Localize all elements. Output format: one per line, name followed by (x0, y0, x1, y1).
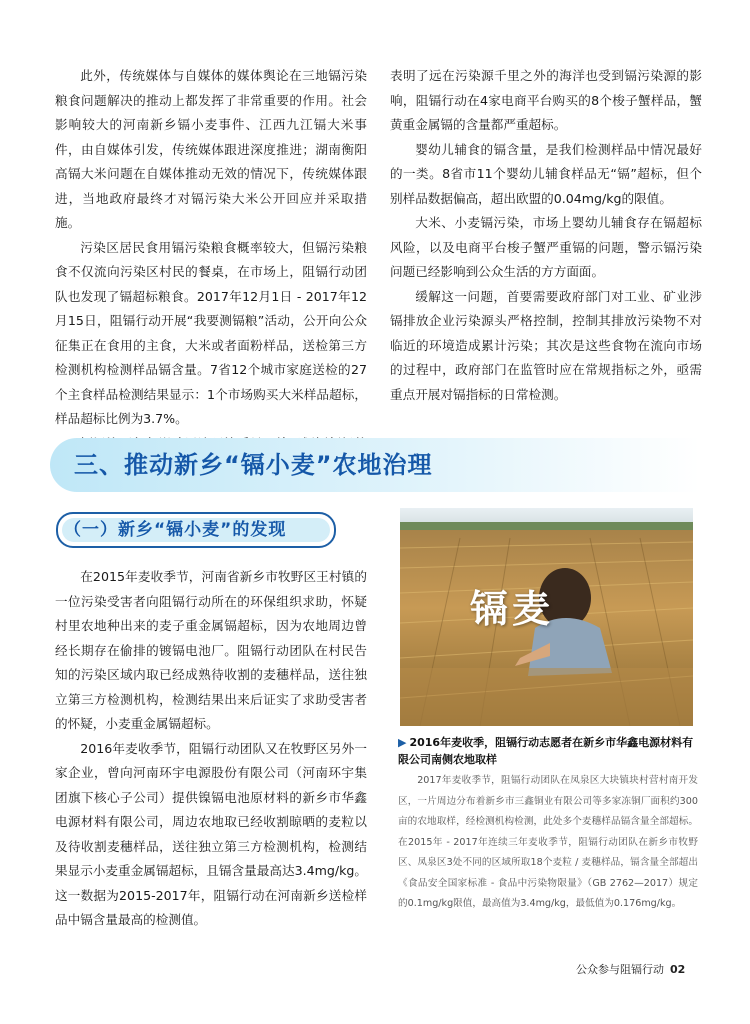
paragraph: 大米、小麦镉污染，市场上婴幼儿辅食存在镉超标风险，以及电商平台梭子蟹严重镉的问题，警示镉污染问题已经影响到公众生活的方方面面。 (390, 215, 702, 279)
paragraph: 此外，传统媒体与自媒体的媒体舆论在三地镉污染粮食问题解决的推动上都发挥了非常重要的作用。社会影响较大的河南新乡镉小麦事件、江西九江镉大米事件，由自媒体引发，传统媒体跟进深度推进；湖南衡阳高镉大米问题在自媒体推动无效的情况下，传统媒体跟进，当地政府最终才对镉污染大米公开回应并采取措施。 (55, 68, 367, 230)
footer-title: 公众参与阻镉行动 (576, 963, 664, 976)
caption-paragraph: 2017年麦收季节，阻镉行动团队在凤泉区大块镇块村营村南开发区，一片周边分布着新乡市三鑫铜业有限公司等多家冻铜厂面积约300亩的农地取样，经检测机构检测，此处多个麦穗样品镉含量全部超标。在2015年 - 2017年连续三年麦收季节，阻镉行动团队在新乡市牧野区、凤泉区3处不同的区域所取18个麦粒 / 麦穗样品，镉含量全部超出《食品安全国家标准 - 食品中污染物限量》（GB 2762—2017）规定的0.1mg/kg限值，最高值为3.4mg/kg，最低值为0.176mg/kg。 (398, 775, 698, 909)
paragraph-continued: 表明了远在污染源千里之外的海洋也受到镉污染源的影响，阻镉行动在4家电商平台购买的8个梭子蟹样品，蟹黄重金属镉的含量都严重超标。 (390, 68, 702, 132)
body-column-top-left (55, 64, 367, 481)
page-number: 02 (670, 963, 686, 976)
caption-title-text: 2016年麦收季，阻镉行动志愿者在新乡市华鑫电源材料有限公司南侧农地取样 (398, 736, 694, 766)
page-footer (576, 961, 685, 977)
paragraph: 在2015年麦收季节，河南省新乡市牧野区王村镇的一位污染受害者向阻镉行动所在的环保组织求助，怀疑村里农地种出来的麦子重金属镉超标，因为农地周边曾经长期存在偷排的镀镉电池厂。阻镉行动团队在村民告知的污染区域内取已经成熟待收割的麦穗样品，送往独立第三方检测机构，检测结果出来后证实了求助受害者的怀疑，小麦重金属镉超标。 (55, 569, 367, 731)
photo-overlay-text: 镉麦 (470, 587, 555, 631)
caption-triangle-icon: ▶ (398, 736, 407, 749)
wheat-field-photo (400, 508, 693, 726)
paragraph: 污染区居民食用镉污染粮食概率较大，但镉污染粮食不仅流向污染区村民的餐桌，在市场上，阻镉行动团队也发现了镉超标粮食。2017年12月1日 - 2017年12月15日，阻镉行动开展“我要测镉粮”活动，公开向公众征集正在食用的主食，大米或者面粉样品，送检第三方检测机构检测样品镉含量。7省12个城市家庭送检的27个主食样品检测结果显示：1个市场购买大米样品超标，样品超标比例为3.7%。 (55, 239, 367, 426)
paragraph: 婴幼儿辅食的镉含量，是我们检测样品中情况最好的一类。8省市11个婴幼儿辅食样品无“镉”超标，但个别样品数据偏高，超出欧盟的0.04mg/kg的限值。 (390, 141, 702, 206)
paragraph: 缓解这一问题，首要需要政府部门对工业、矿业涉镉排放企业污染源头严格控制，控制其排放污染物不对临近的环境造成累计污染；其次是这些食物在流向市场的过程中，政府部门在监管时应在常规指标之外，亟需重点开展对镉指标的日常检测。 (390, 288, 702, 402)
paragraph: 2016年麦收季节，阻镉行动团队又在牧野区另外一家企业，曾向河南环宇电源股份有限公司（河南环宇集团旗下核心子公司）提供镍镉电池原材料的新乡市华鑫电源材料有限公司，周边农地取已经收割晾晒的麦粒以及待收割麦穗样品，送往独立第三方检测机构，检测结果显示小麦重金属镉超标，且镉含量最高达3.4mg/kg。这一数据为2015-2017年，阻镉行动在河南新乡送检样品中镉含量最高的检测值。 (55, 740, 367, 927)
body-column-bottom-left (55, 565, 367, 933)
subsection-title: （一）新乡“镉小麦”的发现 (64, 520, 287, 540)
photo-caption-body (398, 771, 698, 915)
body-column-top-right (390, 64, 702, 407)
section-title: 三、推动新乡“镉小麦”农地治理 (74, 451, 433, 479)
photo-caption-title (398, 734, 698, 768)
